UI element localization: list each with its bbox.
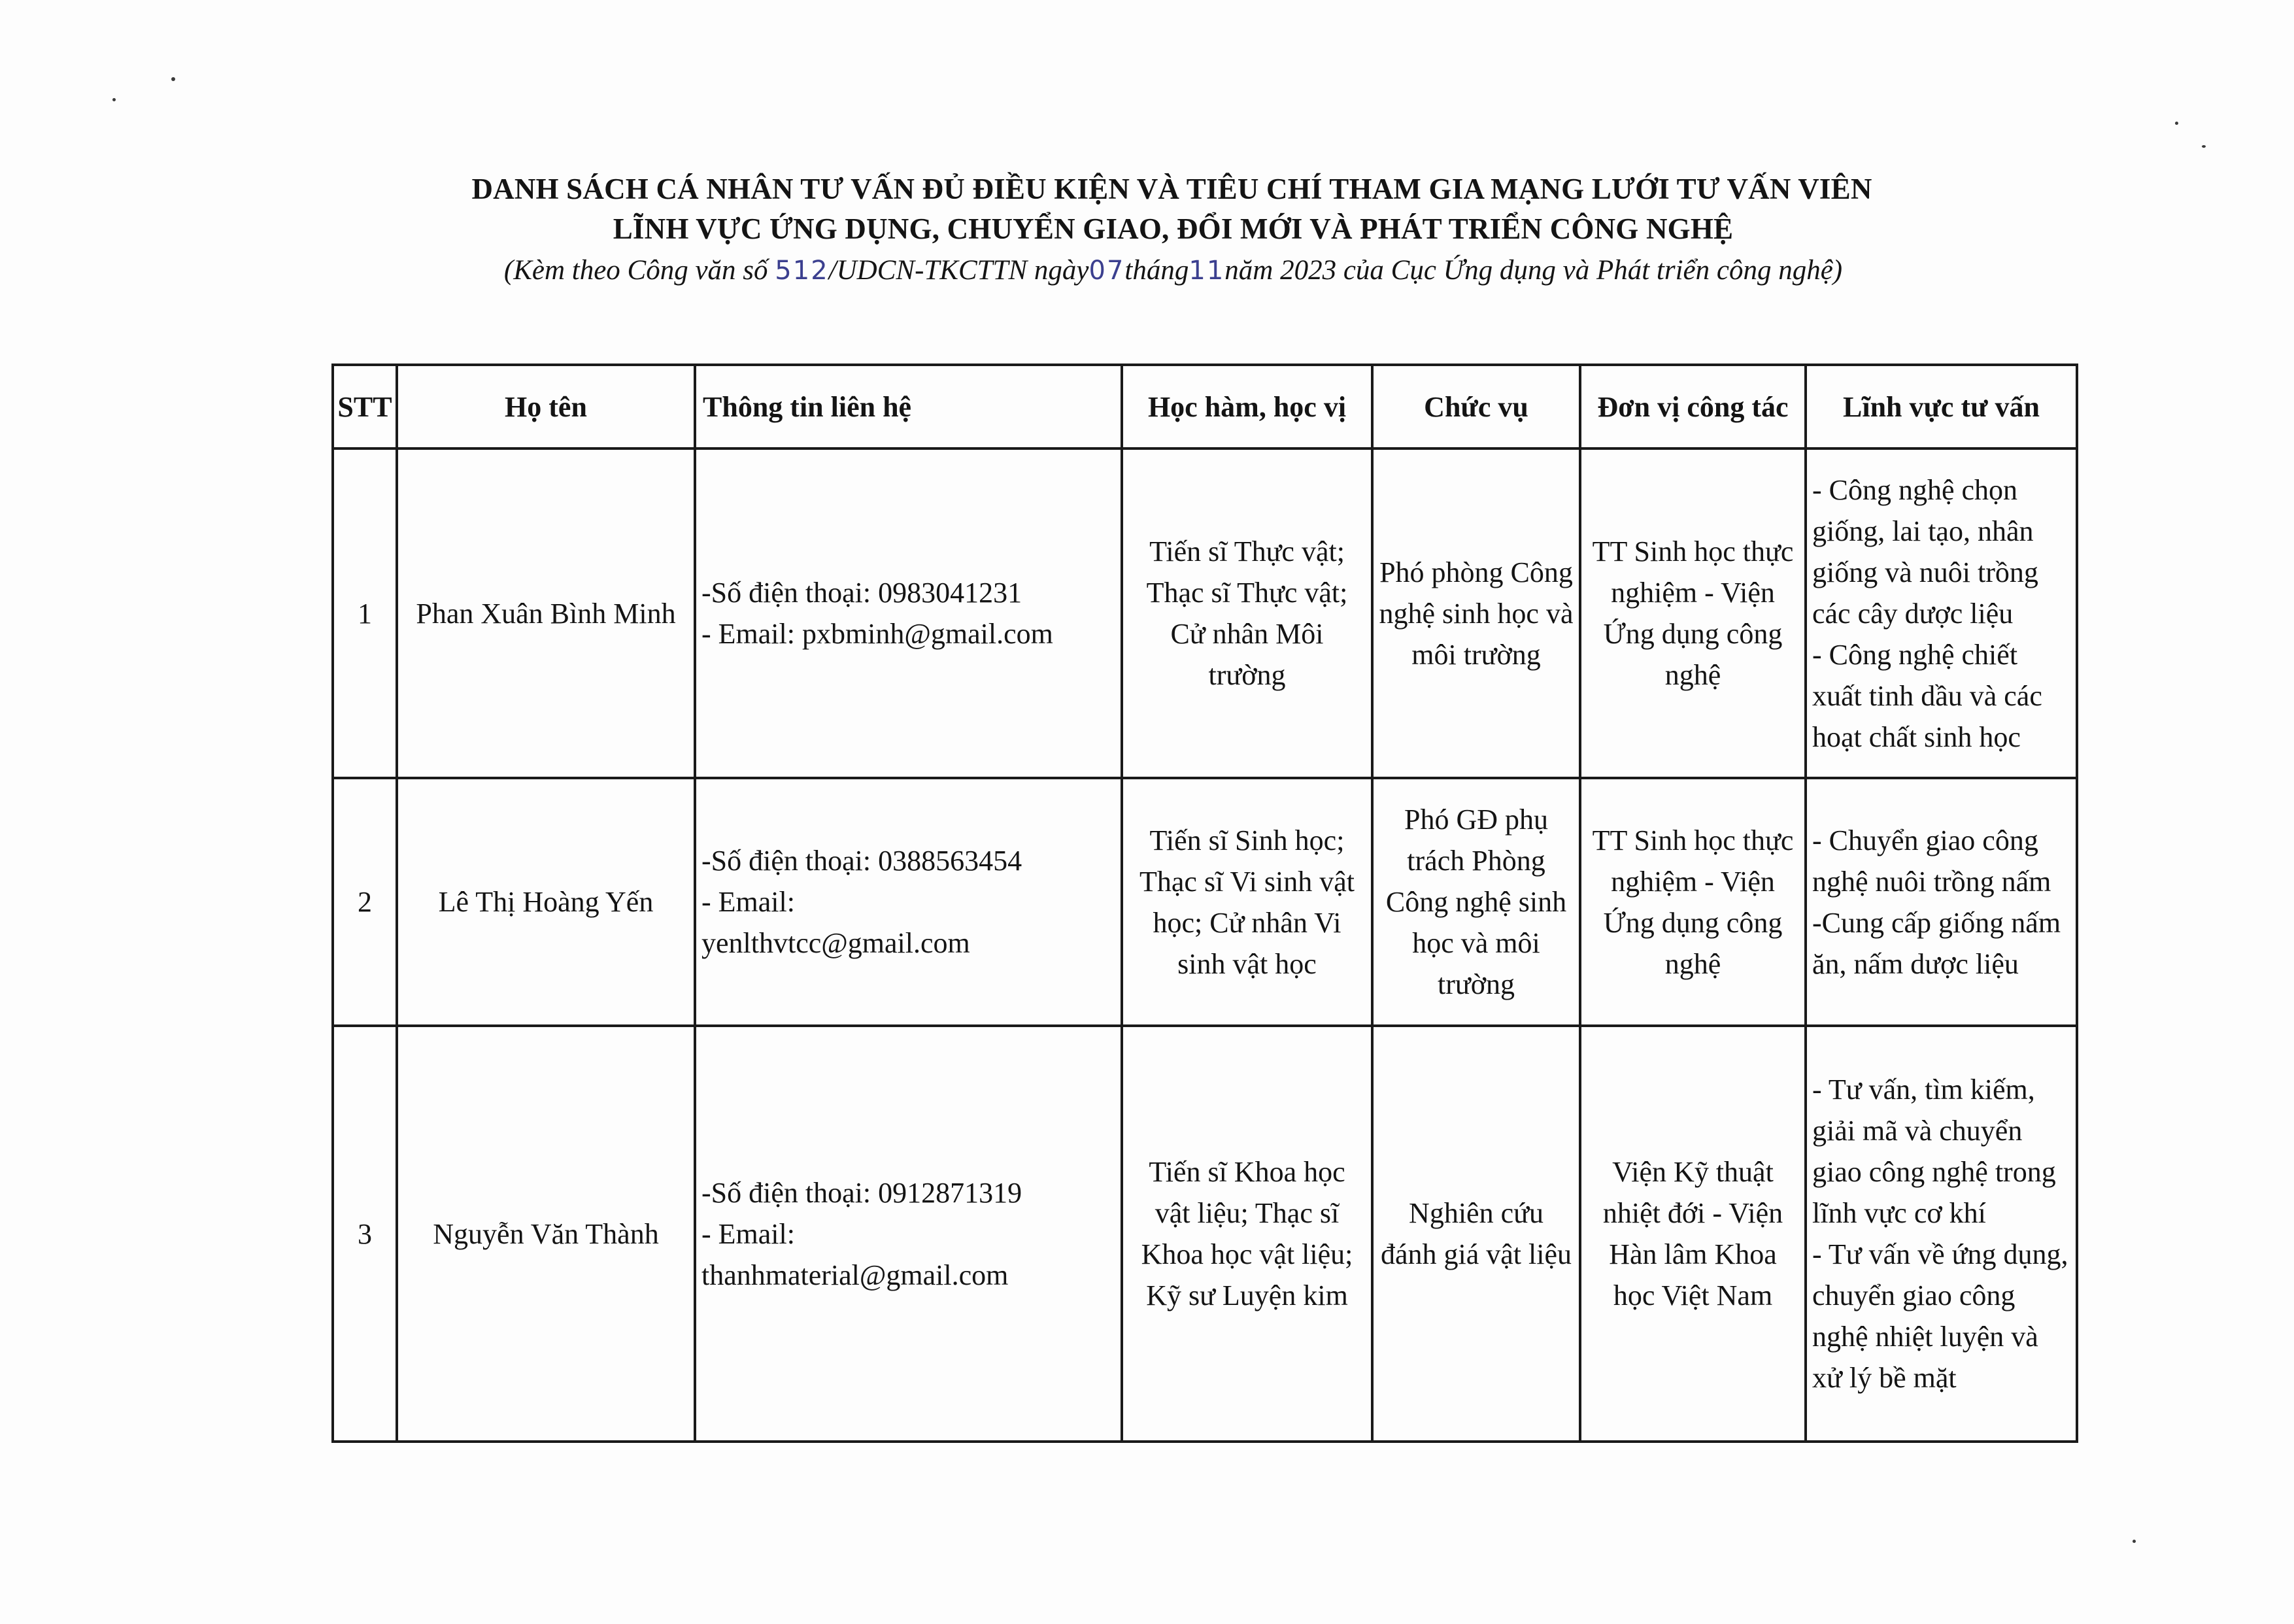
scan-speck [2133, 1540, 2136, 1543]
subtitle-text: tháng [1124, 255, 1189, 286]
contact-email-label: - Email: [701, 1217, 795, 1250]
header-stt: STT [333, 365, 397, 448]
cell-field [1806, 448, 2077, 778]
contact-phone: -Số điện thoại: 0983041231 [701, 577, 1022, 609]
header-position: Chức vụ [1372, 365, 1580, 448]
subtitle-text: (Kèm theo Công văn số [503, 255, 775, 286]
contact-phone: -Số điện thoại: 0912871319 [701, 1176, 1022, 1209]
cell-unit: TT Sinh học thực nghiệm - Viện Ứng dụng công nghệ [1580, 778, 1806, 1026]
scan-speck [2202, 145, 2206, 148]
field-item: - Tư vấn, tìm kiếm, giải mã và chuyển giao công nghệ trong lĩnh vực cơ khí [1812, 1074, 2056, 1229]
field-item: - Chuyển giao công nghệ nuôi trồng nấm [1812, 824, 2051, 898]
handwritten-day: 07 [1088, 256, 1125, 286]
contact-phone: -Số điện thoại: 0388563454 [701, 845, 1022, 877]
table-row [333, 778, 2077, 1026]
cell-stt: 1 [333, 448, 397, 778]
document-title-line-1: DANH SÁCH CÁ NHÂN TƯ VẤN ĐỦ ĐIỀU KIỆN VÀ TIÊU CHÍ THAM GIA MẠNG LƯỚI TƯ VẤN VIÊN [471, 173, 1872, 205]
scan-speck [112, 98, 116, 101]
subtitle-text: năm 2023 của Cục Ứng dụng và Phát triển công nghệ) [1224, 255, 1843, 286]
table-row [333, 448, 2077, 778]
contact-email: yenlthvtcc@gmail.com [701, 927, 970, 959]
cell-position: Nghiên cứu đánh giá vật liệu [1372, 1026, 1580, 1442]
contact-email: thanhmaterial@gmail.com [701, 1259, 1009, 1291]
cell-contact [695, 448, 1122, 778]
cell-name: Phan Xuân Bình Minh [397, 448, 695, 778]
handwritten-month: 11 [1189, 256, 1225, 286]
table-row [333, 1026, 2077, 1442]
header-unit: Đơn vị công tác [1580, 365, 1806, 448]
header-contact: Thông tin liên hệ [695, 365, 1122, 448]
cell-degree: Tiến sĩ Sinh học; Thạc sĩ Vi sinh vật học; Cử nhân Vi sinh vật học [1122, 778, 1372, 1026]
handwritten-doc-number: 512 [775, 256, 829, 286]
document-title-line-2: LĨNH VỰC ỨNG DỤNG, CHUYỂN GIAO, ĐỔI MỚI VÀ PHÁT TRIỂN CÔNG NGHỆ [613, 212, 1734, 245]
cell-contact [695, 778, 1122, 1026]
cell-degree: Tiến sĩ Thực vật; Thạc sĩ Thực vật; Cử nhân Môi trường [1122, 448, 1372, 778]
table-header-row [333, 365, 2077, 448]
document-subtitle [26, 254, 2294, 288]
field-item: -Cung cấp giống nấm ăn, nấm dược liệu [1812, 906, 2061, 980]
cell-position: Phó GĐ phụ trách Phòng Công nghệ sinh học và môi trường [1372, 778, 1580, 1026]
cell-field [1806, 778, 2077, 1026]
cell-field [1806, 1026, 2077, 1442]
scan-speck [2175, 122, 2178, 125]
scan-speck [171, 77, 175, 81]
field-item: - Công nghệ chiết xuất tinh dầu và các hoạt chất sinh học [1812, 638, 2042, 753]
cell-contact [695, 1026, 1122, 1442]
contact-email-label: - Email: [701, 886, 795, 918]
subtitle-text: /UDCN-TKCTTN ngày [828, 255, 1089, 286]
cell-unit: TT Sinh học thực nghiệm - Viện Ứng dụng công nghệ [1580, 448, 1806, 778]
header-name: Họ tên [397, 365, 695, 448]
cell-stt: 3 [333, 1026, 397, 1442]
cell-name: Lê Thị Hoàng Yến [397, 778, 695, 1026]
header-degree: Học hàm, học vị [1122, 365, 1372, 448]
cell-degree: Tiến sĩ Khoa học vật liệu; Thạc sĩ Khoa học vật liệu; Kỹ sư Luyện kim [1122, 1026, 1372, 1442]
field-item: - Tư vấn về ứng dụng, chuyển giao công nghệ nhiệt luyện và xử lý bề mặt [1812, 1238, 2068, 1394]
header-field: Lĩnh vực tư vấn [1806, 365, 2077, 448]
cell-position: Phó phòng Công nghệ sinh học và môi trường [1372, 448, 1580, 778]
contact-email: - Email: pxbminh@gmail.com [701, 618, 1053, 650]
cell-unit: Viện Kỹ thuật nhiệt đới - Viện Hàn lâm Khoa học Việt Nam [1580, 1026, 1806, 1442]
consultant-table [331, 364, 2078, 1443]
field-item: - Công nghệ chọn giống, lai tạo, nhân giống và nuôi trồng các cây dược liệu [1812, 473, 2038, 630]
cell-name: Nguyễn Văn Thành [397, 1026, 695, 1442]
cell-stt: 2 [333, 778, 397, 1026]
